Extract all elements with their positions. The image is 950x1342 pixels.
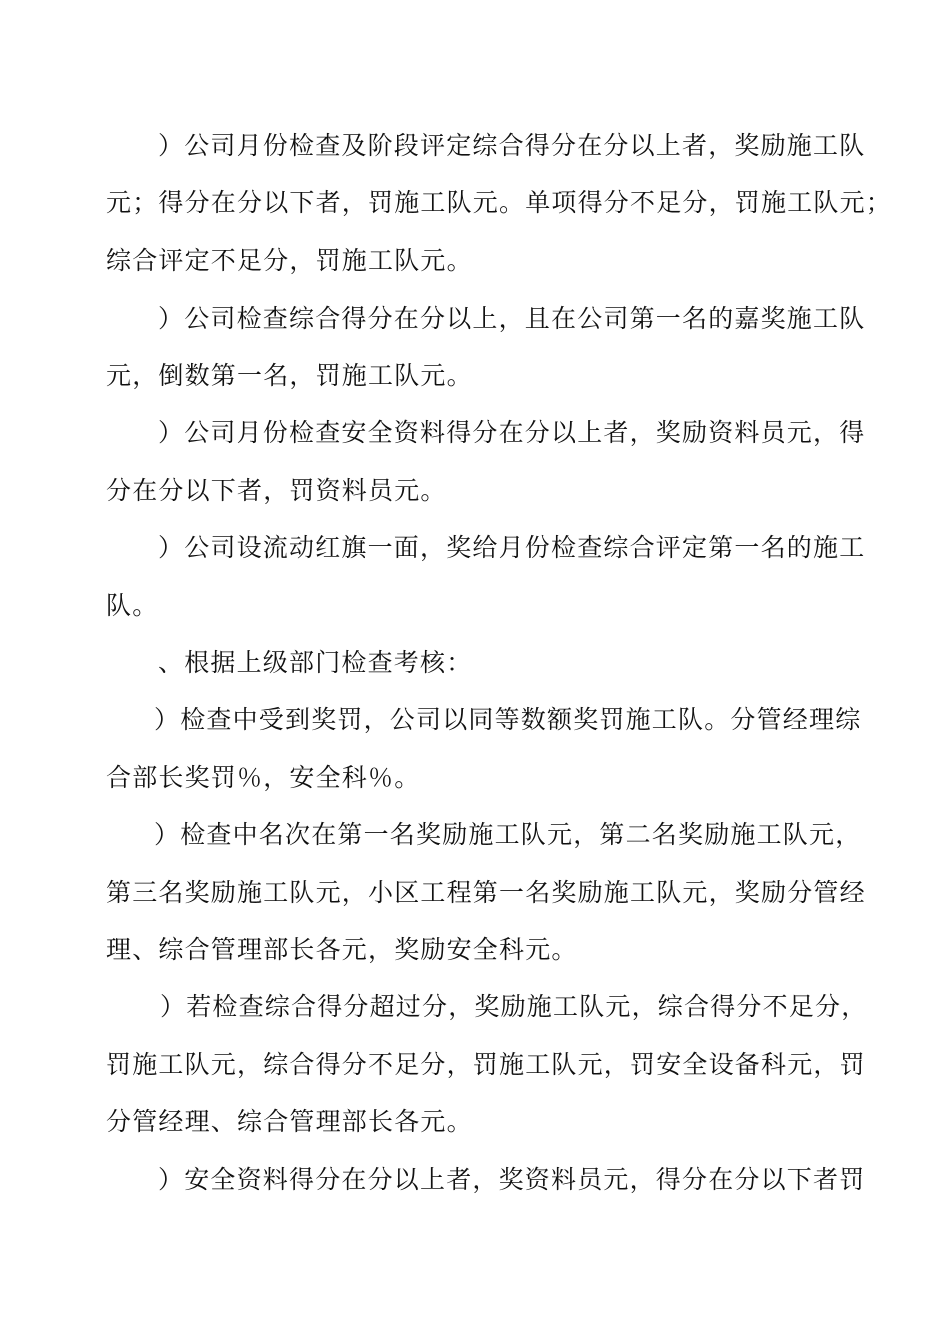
- paragraph-3-line-2: 分在分以下者，罚资料员元。: [106, 476, 447, 505]
- paragraph-9-line-1: ）安全资料得分在分以上者，奖资料员元，得分在分以下者罚: [158, 1165, 866, 1194]
- paragraph-2-line-2: 元，倒数第一名，罚施工队元。: [106, 361, 473, 390]
- paragraph-2-line-1: ）公司检查综合得分在分以上，且在公司第一名的嘉奖施工队: [158, 304, 866, 333]
- paragraph-5-line-1: 、根据上级部门检查考核：: [158, 648, 473, 677]
- paragraph-4-line-2: 队。: [106, 591, 159, 620]
- paragraph-1-line-1: ）公司月份检查及阶段评定综合得分在分以上者，奖励施工队: [158, 131, 866, 160]
- paragraph-7-line-3: 理、综合管理部长各元，奖励安全科元。: [106, 935, 578, 964]
- paragraph-7-line-2: 第三名奖励施工队元，小区工程第一名奖励施工队元，奖励分管经: [106, 878, 866, 907]
- paragraph-8-line-3: 分管经理、综合管理部长各元。: [106, 1107, 473, 1136]
- paragraph-7-line-1: ）检查中名次在第一名奖励施工队元，第二名奖励施工队元，: [154, 820, 862, 849]
- paragraph-6-line-1: ）检查中受到奖罚，公司以同等数额奖罚施工队。分管经理综: [154, 705, 862, 734]
- paragraph-3-line-1: ）公司月份检查安全资料得分在分以上者，奖励资料员元，得: [158, 418, 866, 447]
- paragraph-8-line-2: 罚施工队元，综合得分不足分，罚施工队元，罚安全设备科元，罚: [106, 1050, 866, 1079]
- paragraph-8-line-1: ）若检查综合得分超过分，奖励施工队元，综合得分不足分，: [160, 992, 868, 1021]
- paragraph-1-line-2: 元；得分在分以下者，罚施工队元。单项得分不足分，罚施工队元；: [106, 188, 893, 217]
- paragraph-4-line-1: ）公司设流动红旗一面，奖给月份检查综合评定第一名的施工: [158, 533, 866, 562]
- paragraph-6-line-2: 合部长奖罚％，安全科％。: [106, 763, 421, 792]
- paragraph-1-line-3: 综合评定不足分，罚施工队元。: [106, 246, 473, 275]
